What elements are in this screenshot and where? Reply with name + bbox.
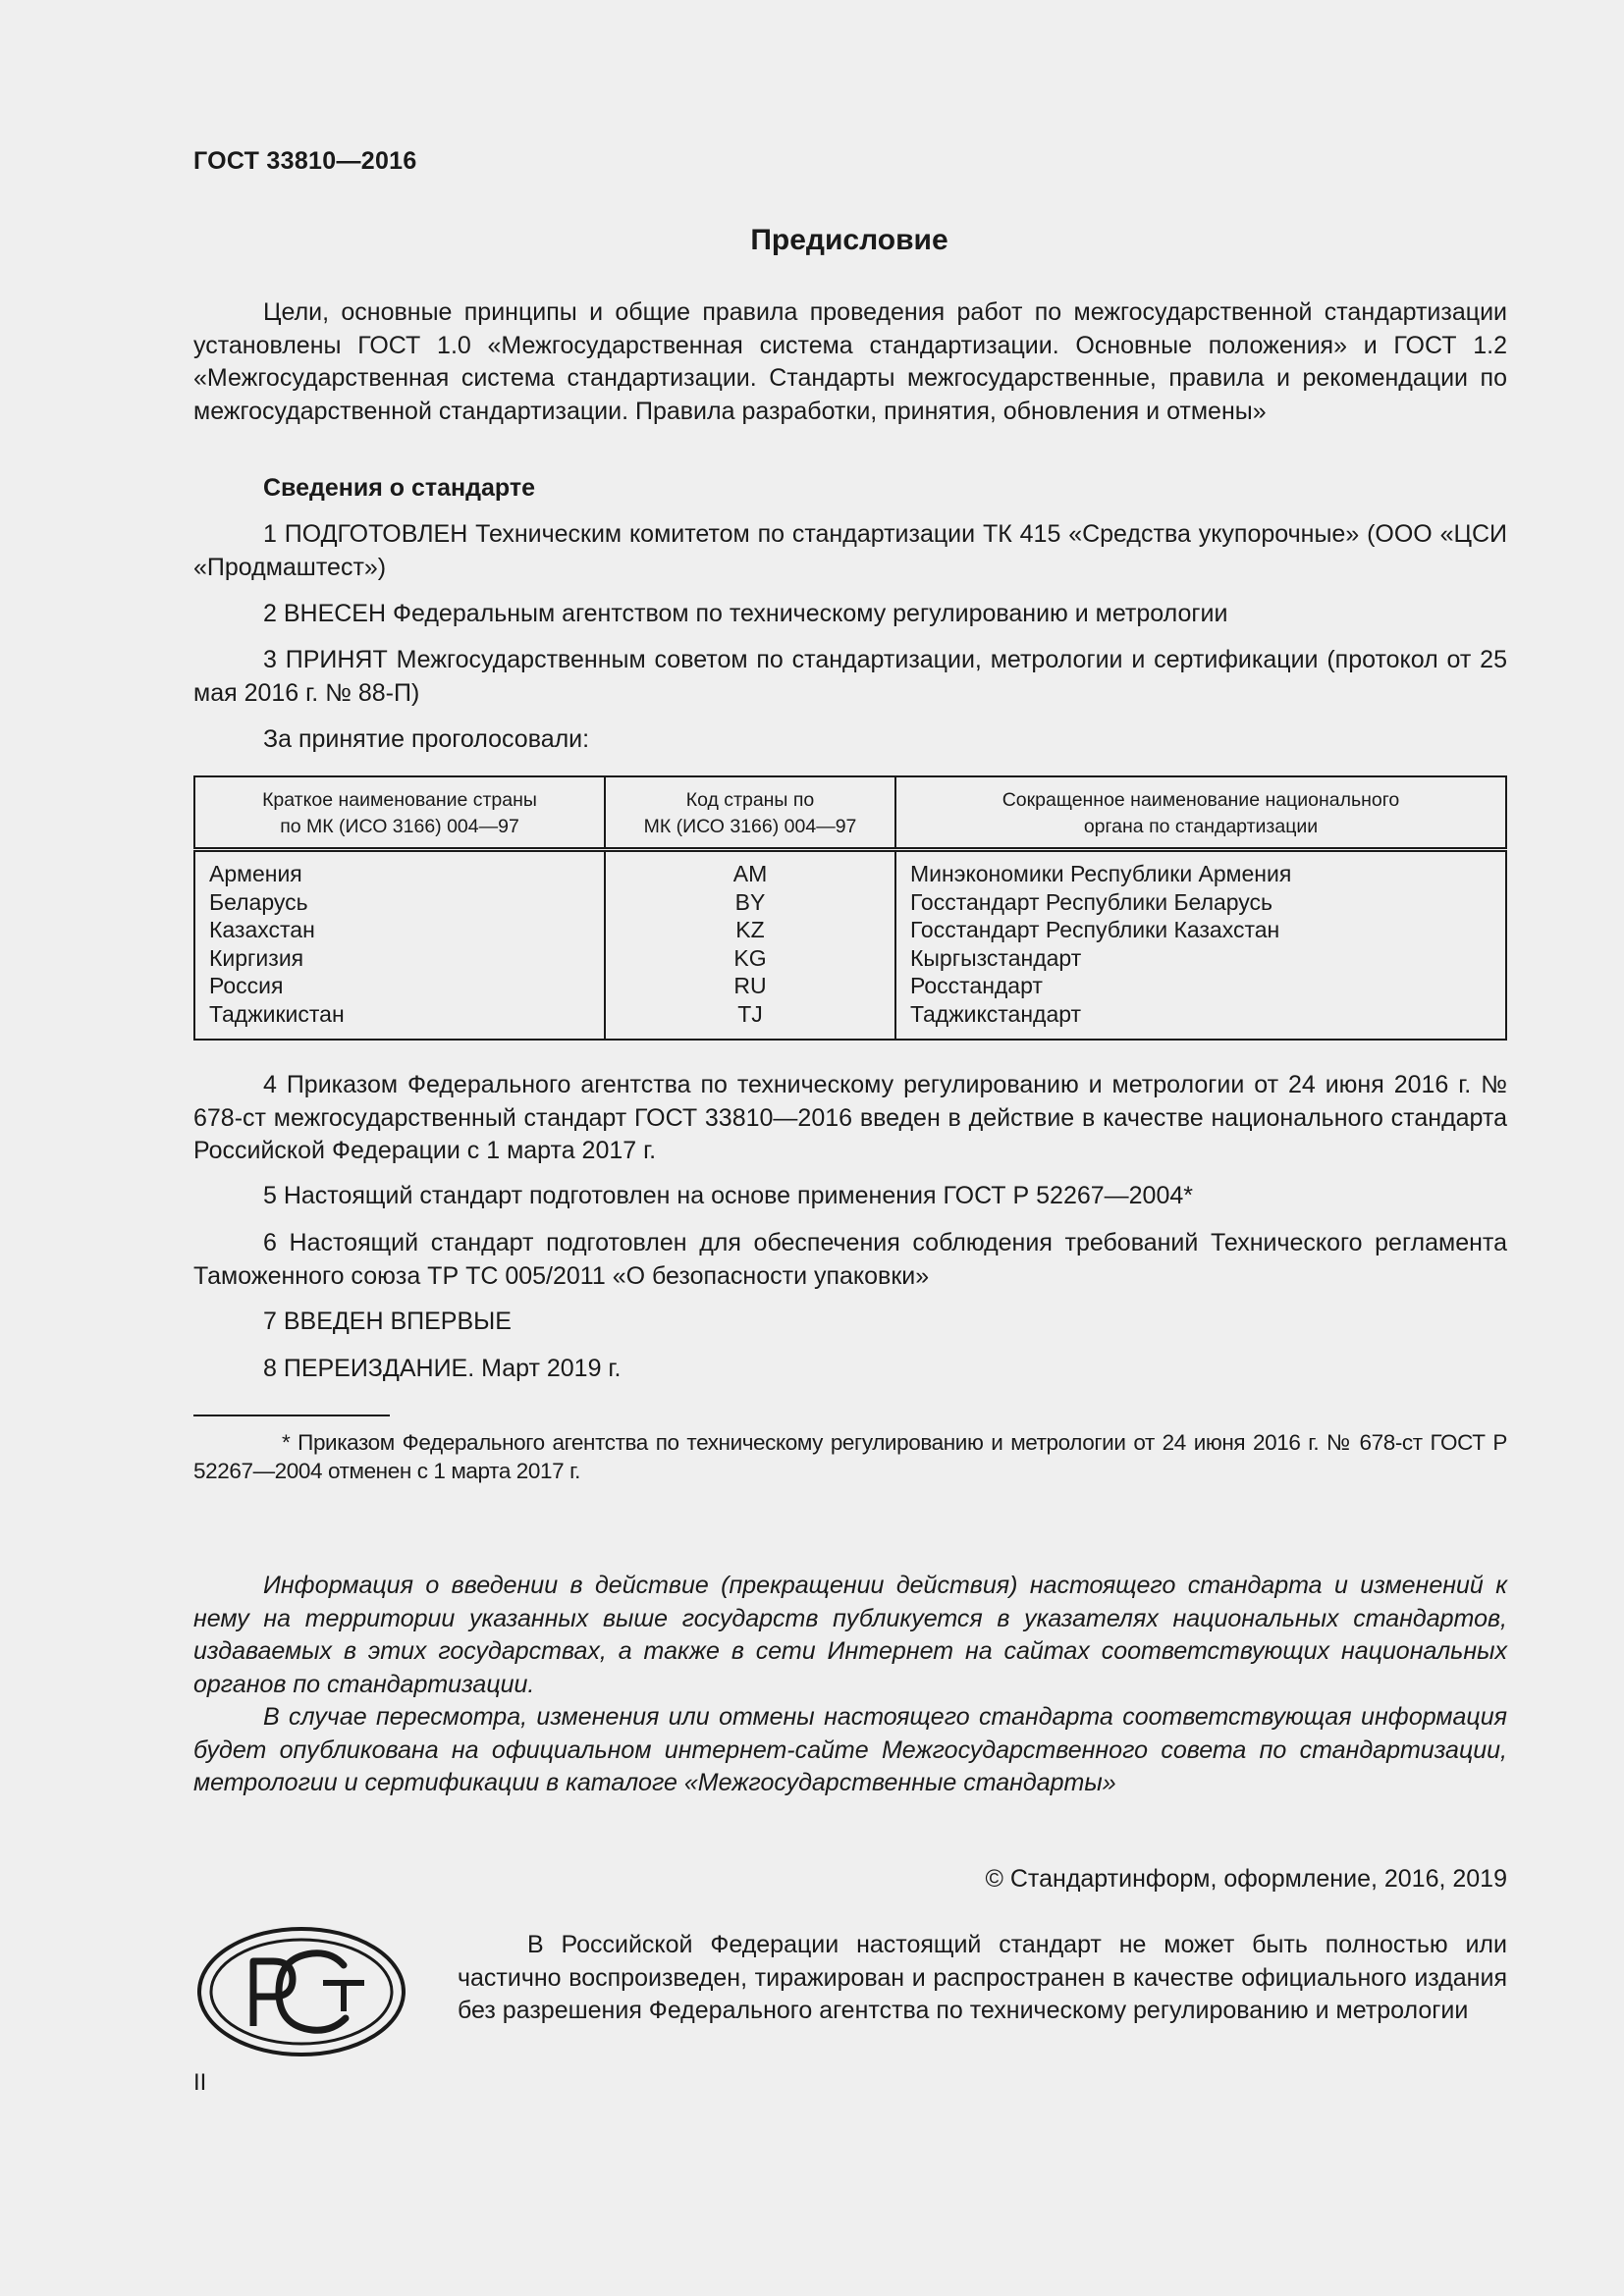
item-3: 3 ПРИНЯТ Межгосударственным советом по стандартизации, метрологии и сертификации (протокол от 25 мая 2016 г. № 88-П): [193, 646, 1507, 707]
body-cell: Госстандарт Республики Беларусь: [910, 888, 1273, 915]
country-column: [194, 850, 605, 1040]
item-4: 4 Приказом Федерального агентства по техническому регулированию и метрологии от 24 июня 2016 г. № 678-ст межгосударственный стандарт ГОСТ 33810—2016 введен в действие в качестве национального стандарта Российской Федерации с 1 марта 2017 г.: [193, 1071, 1507, 1164]
item-3-block: [193, 644, 1507, 710]
body-cell: Минэкономики Республики Армения: [910, 861, 1292, 886]
body-column: [895, 850, 1506, 1040]
item-6: 6 Настоящий стандарт подготовлен для обеспечения соблюдения требований Технического регламента Таможенного союза ТР ТС 005/2011 «О безопасности упаковки»: [193, 1229, 1507, 1290]
copyright-line: © Стандартинформ, оформление, 2016, 2019: [985, 1865, 1507, 1893]
voting-table: [193, 775, 1507, 1041]
country-cell: Беларусь: [209, 888, 308, 915]
body-cell: Таджикстандарт: [910, 1000, 1082, 1027]
item-2-block: [193, 598, 1507, 631]
table-header-row: [194, 776, 1506, 850]
country-cell: Армения: [209, 861, 302, 886]
item-8: 8 ПЕРЕИЗДАНИЕ. Март 2019 г.: [263, 1355, 622, 1382]
intro-paragraph: Цели, основные принципы и общие правила проведения работ по межгосударственной стандартизации установлены ГОСТ 1.0 «Межгосударственная система стандартизации. Основные положения» и ГОСТ 1.2 «Межгосударственная система стандартизации. Стандарты межгосударственные, правила и рекомендации по межгосударственной стандартизации. Правила разработки, принятия, обновления и отмены»: [193, 298, 1507, 425]
body-cell: Госстандарт Республики Казахстан: [910, 917, 1280, 943]
code-cell: KZ: [735, 917, 765, 943]
page-number: II: [193, 2069, 207, 2096]
body-cell: Кыргызстандарт: [910, 944, 1082, 971]
section-heading-block: [193, 472, 1507, 506]
info-paragraph-2: В случае пересмотра, изменения или отмены настоящего стандарта соответствующая информация будет опубликована на официальном интернет-сайте Межгосударственного совета по стандартизации, метрологии и сертификации в каталоге «Межгосударственные стандарты»: [193, 1703, 1507, 1796]
item-5: 5 Настоящий стандарт подготовлен на основе применения ГОСТ Р 52267—2004*: [263, 1182, 1193, 1209]
section-heading: Сведения о стандарте: [263, 474, 536, 502]
header-body-line1: Сокращенное наименование национального: [1001, 789, 1400, 811]
footnote-divider: [193, 1415, 390, 1416]
code-column: [605, 850, 895, 1040]
item-7-block: [193, 1306, 1507, 1339]
rst-certification-mark-icon: [196, 1926, 406, 2057]
header-code-line2: МК (ИСО 3166) 004—97: [643, 816, 857, 837]
code-cell: BY: [734, 888, 766, 915]
country-cell: Казахстан: [209, 917, 315, 943]
item-8-block: [193, 1353, 1507, 1386]
footnote-block: [193, 1428, 1507, 1485]
table-body-row: [194, 850, 1506, 1040]
info-paragraph-1: Информация о введении в действие (прекращении действия) настоящего стандарта и изменений к нему на территории указанных выше государств публикуется в указателях национальных стандартов, издаваемых в этих государствах, а также в сети Интернет на сайтах соответствующих национальных органов по стандартизации.: [193, 1572, 1507, 1698]
voted-label: За принятие проголосовали:: [263, 725, 590, 753]
item-1: 1 ПОДГОТОВЛЕН Техническим комитетом по стандартизации ТК 415 «Средства укупорочные» (ООО «ЦСИ «Продмаштест»): [193, 520, 1507, 581]
table-header-code: [605, 776, 895, 850]
header-country-line1: Краткое наименование страны: [262, 789, 537, 811]
item-7: 7 ВВЕДЕН ВПЕРВЫЕ: [263, 1308, 512, 1335]
voted-block: [193, 723, 1507, 757]
footnote-text: * Приказом Федерального агентства по техническому регулированию и метрологии от 24 июня 2016 г. № 678-ст ГОСТ Р 52267—2004 отменен с 1 марта 2017 г.: [193, 1430, 1507, 1483]
item-1-block: [193, 518, 1507, 584]
header-body-line2: органа по стандартизации: [1083, 816, 1319, 837]
document-code: ГОСТ 33810—2016: [193, 147, 417, 175]
rf-reproduction-notice: В Российской Федерации настоящий стандарт не может быть полностью или частично воспроизведен, тиражирован и распространен в качестве официального издания без разрешения Федерального агентства по техническому регулированию и метрологии: [458, 1931, 1507, 2024]
body-cell: Росстандарт: [910, 973, 1043, 999]
code-cell: TJ: [737, 1000, 763, 1027]
table-header-country: [194, 776, 605, 850]
intro-block: [193, 296, 1507, 428]
country-cell: Таджикистан: [209, 1000, 345, 1027]
header-country-line2: по МК (ИСО 3166) 004—97: [280, 816, 519, 837]
item-5-block: [193, 1180, 1507, 1213]
header-code-line1: Код страны по: [685, 789, 815, 811]
item-4-block: [193, 1069, 1507, 1168]
item-6-block: [193, 1227, 1507, 1293]
item-2: 2 ВНЕСЕН Федеральным агентством по техническому регулированию и метрологии: [263, 600, 1228, 627]
code-cell: AM: [732, 861, 768, 886]
country-cell: Россия: [209, 973, 284, 999]
country-cell: Киргизия: [209, 944, 304, 971]
info-block: [193, 1570, 1507, 1800]
table-header-body: [895, 776, 1506, 850]
code-cell: RU: [733, 973, 767, 999]
code-cell: KG: [733, 944, 767, 971]
page-title: Предисловие: [750, 224, 948, 256]
